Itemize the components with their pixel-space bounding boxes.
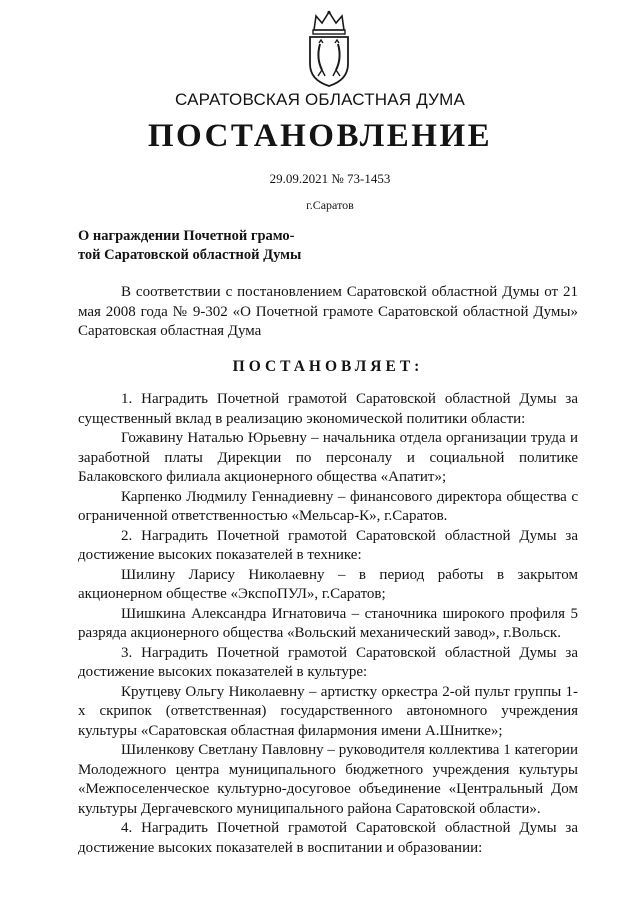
body-paragraph: Гожавину Наталью Юрьевну – начальника отдела организации труда и заработной платы Дирекции по персоналу и социальной политике Балаковского филиала акционерного общества «Апатит»;: [78, 430, 578, 485]
body-paragraph: Шилину Ларису Николаевну – в период работы в закрытом акционерном обществе «ЭкспоПУЛ», г.Саратов;: [78, 566, 578, 602]
body-paragraph: Шиленкову Светлану Павловну – руководителя коллектива 1 категории Молодежного центра муниципального бюджетного учреждения культуры «Межпоселенческое культурно-досуговое объединение «Центральный Дом культуры Дергачевского муниципального района Саратовской области».: [78, 742, 578, 817]
document-subject: [78, 227, 358, 265]
body-paragraph: 1. Наградить Почетной грамотой Саратовской областной Думы за существенный вклад в реализацию экономической политики области:: [78, 391, 578, 427]
document-city: г.Саратов: [306, 198, 354, 212]
organization-name: САРАТОВСКАЯ ОБЛАСТНАЯ ДУМА: [174, 90, 465, 109]
coat-of-arms-icon: [306, 10, 352, 88]
body-paragraph: Карпенко Людмилу Геннадиевну – финансового директора общества с ограниченной ответственностью «Мельсар-К», г.Саратов.: [78, 488, 578, 524]
body-paragraph: 3. Наградить Почетной грамотой Саратовской областной Думы за достижение высоких показателей в культуре:: [78, 644, 578, 680]
subject-line-2: той Саратовской областной Думы: [78, 247, 302, 263]
preamble-paragraph: В соответствии с постановлением Саратовской областной Думы от 21 мая 2008 года № 9-302 «О Почетной грамоте Саратовской областной Думы» Саратовская областная Дума: [78, 284, 578, 339]
document-date-number: 29.09.2021 № 73-1453: [269, 171, 391, 186]
subject-line-1: О награждении Почетной грамо-: [78, 228, 295, 244]
body-paragraph: Шишкина Александра Игнатовича – станочника широкого профиля 5 разряда акционерного общества «Вольский механический завод», г.Вольск.: [78, 605, 578, 641]
body-paragraph: 4. Наградить Почетной грамотой Саратовской областной Думы за достижение высоких показателей в воспитании и образовании:: [78, 820, 578, 856]
decree-heading: ПОСТАНОВЛЯЕТ:: [232, 357, 424, 375]
document-body: [78, 283, 578, 858]
body-paragraph: 2. Наградить Почетной грамотой Саратовской областной Думы за достижение высоких показателей в технике:: [78, 527, 578, 563]
document-type-title: ПОСТАНОВЛЕНИЕ: [147, 118, 493, 154]
body-paragraph: Крутцеву Ольгу Николаевну – артистку оркестра 2-ой пульт группы 1-х скрипок (ответственная) государственного автономного учреждения культуры «Саратовская областная филармония имени А.Шнитке»;: [78, 683, 578, 739]
